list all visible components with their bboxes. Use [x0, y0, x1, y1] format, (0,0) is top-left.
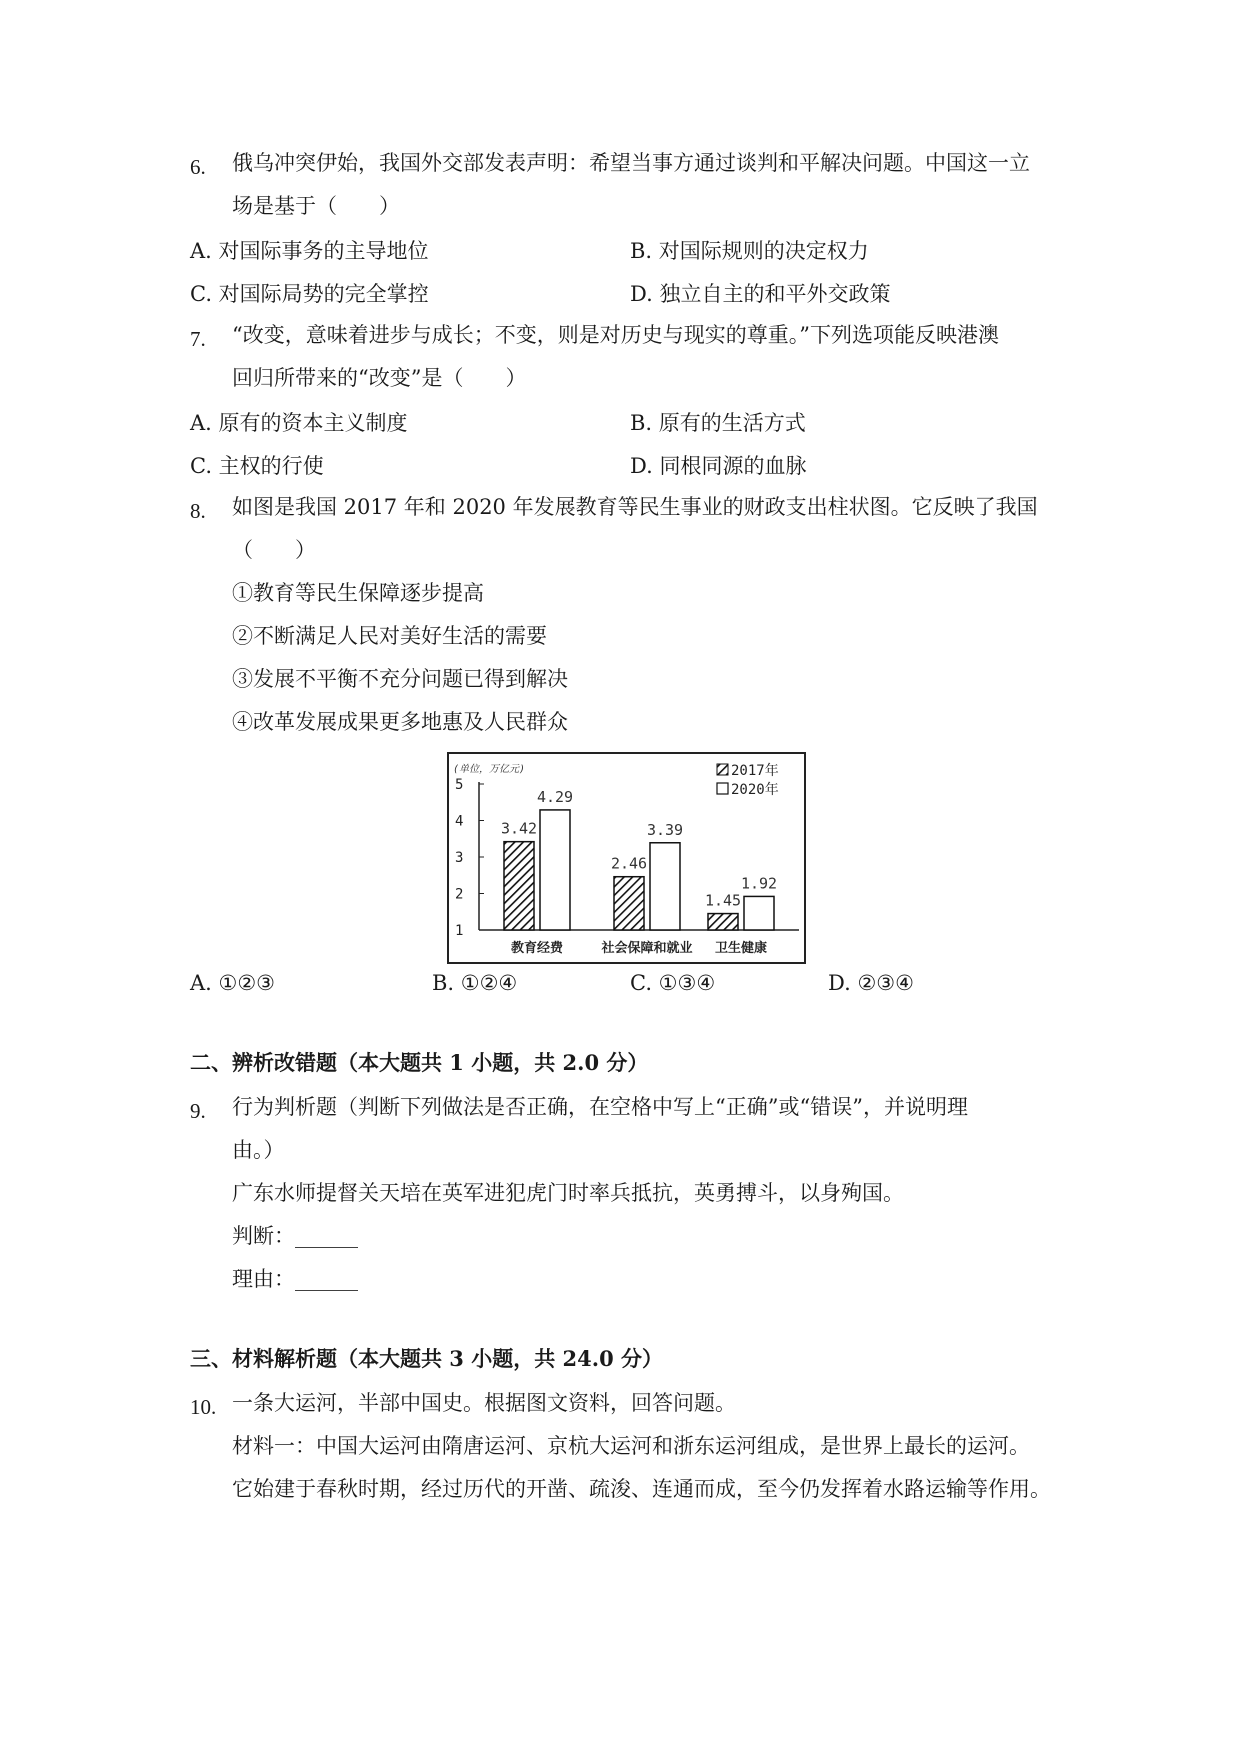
- section-3-title: 三、材料解析题（本大题共 3 小题，共 24.0 分）: [190, 1346, 664, 1371]
- chart-legend-swatch-2017: [717, 764, 728, 775]
- question-6-text-line1: 俄乌冲突伊始，我国外交部发表声明：希望当事方通过谈判和平解决问题。中国这一立: [232, 151, 1030, 175]
- chart-category-label: 教育经费: [510, 941, 564, 956]
- question-9-text-line1: 行为判析题（判断下列做法是否正确，在空格中写上“正确”或“错误”，并说明理: [232, 1095, 968, 1119]
- question-6-text-line2: 场是基于（ ）: [232, 194, 400, 218]
- question-8-item-3: ③发展不平衡不充分问题已得到解决: [232, 667, 568, 691]
- question-8-item-4: ④改革发展成果更多地惠及人民群众: [232, 710, 568, 734]
- question-9-statement: 广东水师提督关天培在英军进犯虎门时率兵抵抗，英勇搏斗，以身殉国。: [232, 1181, 904, 1205]
- chart-bar-2017: [614, 877, 644, 930]
- chart-data-label: 3.39: [646, 820, 684, 839]
- chart-category-label: 社会保障和就业: [601, 941, 693, 956]
- chart-unit-label: (单位，万亿元): [453, 764, 526, 775]
- question-10-number: 10.: [190, 1395, 217, 1419]
- question-6-option-b[interactable]: B. 对国际规则的决定权力: [630, 239, 869, 263]
- question-7-option-d[interactable]: D. 同根同源的血脉: [630, 454, 807, 478]
- question-8-text-line1: 如图是我国 2017 年和 2020 年发展教育等民生事业的财政支出柱状图。它反映了我国: [232, 495, 1038, 519]
- chart-y-tick-label: 1: [455, 923, 464, 939]
- chart-bar-2020: [744, 896, 774, 930]
- question-9-number: 9.: [190, 1099, 206, 1123]
- chart-data-label: 1.45: [704, 891, 742, 910]
- chart-legend-label-2017: 2017年: [731, 763, 779, 779]
- chart-y-tick-label: 5: [455, 777, 464, 793]
- question-8-number: 8.: [190, 499, 206, 523]
- question-6-option-d[interactable]: D. 独立自主的和平外交政策: [630, 282, 891, 306]
- question-10-material-line1: 材料一：中国大运河由隋唐运河、京杭大运河和浙东运河组成，是世界上最长的运河。: [232, 1434, 1030, 1458]
- question-7-option-a[interactable]: A. 原有的资本主义制度: [190, 411, 408, 435]
- question-10-material-line2: 它始建于春秋时期，经过历代的开凿、疏浚、连通而成，至今仍发挥着水路运输等作用。: [232, 1477, 1051, 1501]
- question-6-option-a[interactable]: A. 对国际事务的主导地位: [190, 239, 429, 263]
- question-10-text-line1: 一条大运河，半部中国史。根据图文资料，回答问题。: [232, 1391, 736, 1415]
- question-7-number: 7.: [190, 327, 206, 351]
- question-6-option-c[interactable]: C. 对国际局势的完全掌控: [190, 282, 429, 306]
- chart-legend-swatch-2020: [717, 783, 728, 794]
- question-9-judge-blank[interactable]: 判断：______: [232, 1224, 358, 1248]
- question-8-option-d[interactable]: D. ②③④: [828, 971, 914, 995]
- question-9-reason-blank[interactable]: 理由：______: [232, 1267, 358, 1291]
- chart-bar-2020: [540, 810, 570, 930]
- question-7-option-b[interactable]: B. 原有的生活方式: [630, 411, 806, 435]
- question-7-text-line1: “改变，意味着进步与成长；不变，则是对历史与现实的尊重。”下列选项能反映港澳: [232, 323, 999, 347]
- chart-data-label: 1.92: [740, 874, 778, 893]
- chart-bar-2020: [650, 843, 680, 930]
- question-8-text-line2: （ ）: [232, 538, 316, 562]
- question-8-item-1: ①教育等民生保障逐步提高: [232, 581, 484, 605]
- question-8-option-c[interactable]: C. ①③④: [630, 971, 716, 995]
- chart-category-label: 卫生健康: [714, 941, 768, 956]
- chart-bar-2017: [708, 914, 738, 930]
- chart-canvas: [449, 754, 804, 962]
- section-2-title: 二、辨析改错题（本大题共 1 小题，共 2.0 分）: [190, 1050, 649, 1075]
- question-6-number: 6.: [190, 155, 206, 179]
- chart-data-label: 4.29: [536, 787, 574, 806]
- chart-y-tick-label: 4: [455, 813, 464, 830]
- question-8-option-a[interactable]: A. ①②③: [190, 971, 275, 995]
- chart-y-tick-label: 3: [455, 850, 464, 866]
- chart-bar-2017: [504, 842, 534, 930]
- question-7-text-line2: 回归所带来的“改变”是（ ）: [232, 366, 527, 390]
- chart-data-label: 2.46: [610, 854, 648, 873]
- question-8-item-2: ②不断满足人民对美好生活的需要: [232, 624, 547, 648]
- question-7-option-c[interactable]: C. 主权的行使: [190, 454, 324, 478]
- chart-legend-label-2020: 2020年: [731, 782, 779, 798]
- question-9-text-line2: 由。）: [232, 1138, 285, 1162]
- expenditure-bar-chart: [447, 752, 806, 964]
- question-8-option-b[interactable]: B. ①②④: [432, 971, 518, 995]
- chart-data-label: 3.42: [500, 819, 538, 838]
- chart-y-tick-label: 2: [455, 886, 464, 903]
